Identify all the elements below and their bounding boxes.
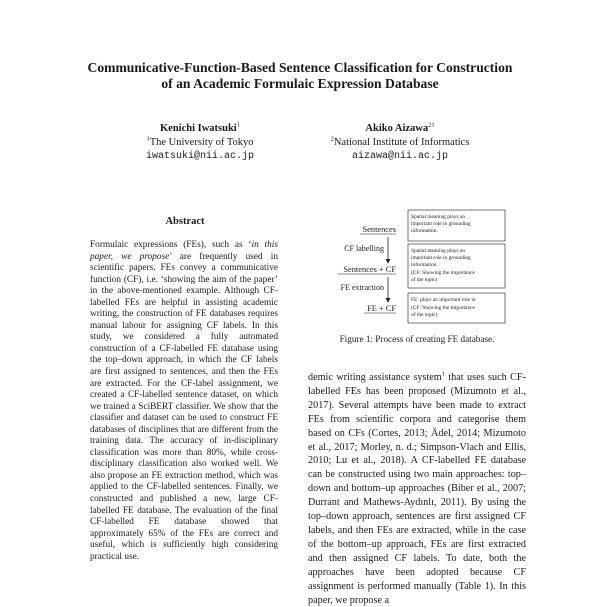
svg-text:(CF: Showing the importance: (CF: Showing the importance: [411, 270, 475, 276]
example-box-3: [408, 293, 505, 323]
author-affiliation: $^2$National Institute of Informatics: [330, 135, 470, 148]
title-line-2: of an Academic Formulaic Expression Database: [161, 76, 439, 91]
body-paragraph: demic writing assistance system$^1$ that uses such CF-labelled FEs has been proposed (Mizumoto et al., 2017). Several attempts have been made to extract FEs from scientific corpora and categorise them based on CFs (Cortes, 2013; Ädel, 2014; Mizumoto et al., 2017; Morley, n. d.; Simpson-Vlach and Ellis, 2010; Lu et al., 2018). A CF-labelled FE database can be constructed using two main approaches: top–down and bottom–up approaches (Biber et al., 2007; Durrant and Mathews-Aydınlı, 2011). By using the top–down approach, sentences are first assigned CF labels, and then FEs are extracted, while in the case of the bottom–up approach, FEs are first extracted and then assigned CF labels. To date, both the approaches have been adopted because CF assignment is performed manually (Table 1). In this paper, we propose a: [308, 370, 526, 606]
flow-edge-cf-labelling: CF labelling: [344, 244, 384, 253]
title-line-1: Communicative-Function-Based Sentence Classification for Construction: [87, 60, 513, 75]
flow-node-sentences: Sentences: [362, 225, 396, 234]
abstract-heading: Abstract: [165, 216, 205, 227]
footnote-mark: 1: [441, 370, 445, 378]
author-block-1: [110, 122, 290, 164]
svg-text:information.: information.: [411, 262, 438, 268]
svg-text:important role in grounding: important role in grounding: [411, 221, 471, 227]
author-email: iwatsuki@nii.ac.jp: [145, 151, 255, 162]
svg-text:Spatial meaning plays an: Spatial meaning plays an: [411, 248, 466, 254]
svg-text:information.: information.: [411, 228, 438, 234]
author-name: Kenichi Iwatsuki$^1$: [160, 121, 240, 134]
author-name: Akiko Aizawa$^{21}$: [365, 121, 435, 134]
svg-text:(CF: Showing the importance: (CF: Showing the importance: [411, 305, 475, 311]
author-affiliation: $^1$The University of Tokyo: [146, 135, 254, 148]
abstract-body: Formulaic expressions (FEs), such as ‘in this paper, we propose’ are frequently used in scientific papers. FEs convey a communicative function (CF), i.e. ‘showing the aim of the paper’ in the above-mentioned example. Although CF-labelled FEs are helpful in assisting academic writing, the construction of FE databases requires manual labour for assigning CF labels. In this study, we considered a fully automated construction of a CF-labelled FE database using the top–down approach, in which the CF labels are first assigned to sentences, and then the FEs are extracted. For the CF-label assignment, we created a CF-labelled sentence dataset, on which we trained a SciBERT classifier. We show that the classifier and dataset can be used to construct FE databases of disciplines that are different from the training data. The accuracy of in-disciplinary classification was more than 80%, while cross-disciplinary classification also worked well. We also propose an FE extraction method, which was applied to the CF-labelled sentences. Finally, we constructed and published a new, large CF-labelled FE database. The evaluation of the final CF-labelled FE database showed that approximately 65% of the FEs are correct and useful, which is sufficiently high considering practical use.: [90, 240, 278, 562]
figure-caption: Figure 1: Process of creating FE database.: [339, 334, 495, 344]
flow-node-sentences-cf: Sentences + CF: [343, 265, 396, 274]
flow-edge-fe-extraction: FE extraction: [340, 283, 384, 292]
example-box-2: [408, 244, 505, 288]
flow-node-fe-cf: FE + CF: [367, 304, 396, 313]
author-block-2: [305, 122, 495, 164]
svg-text:FE: plays an important role in: FE: plays an important role in: [411, 297, 476, 303]
paper-title: [40, 60, 560, 92]
process-figure: [308, 208, 526, 338]
svg-text:of the topic): of the topic): [411, 312, 438, 318]
author-email: aizawa@nii.ac.jp: [351, 151, 448, 162]
svg-text:important role in grounding: important role in grounding: [411, 255, 471, 261]
svg-text:of the topic): of the topic): [411, 277, 438, 283]
example-box-1: [408, 210, 505, 241]
svg-text:Spatial meaning plays an: Spatial meaning plays an: [411, 214, 466, 220]
